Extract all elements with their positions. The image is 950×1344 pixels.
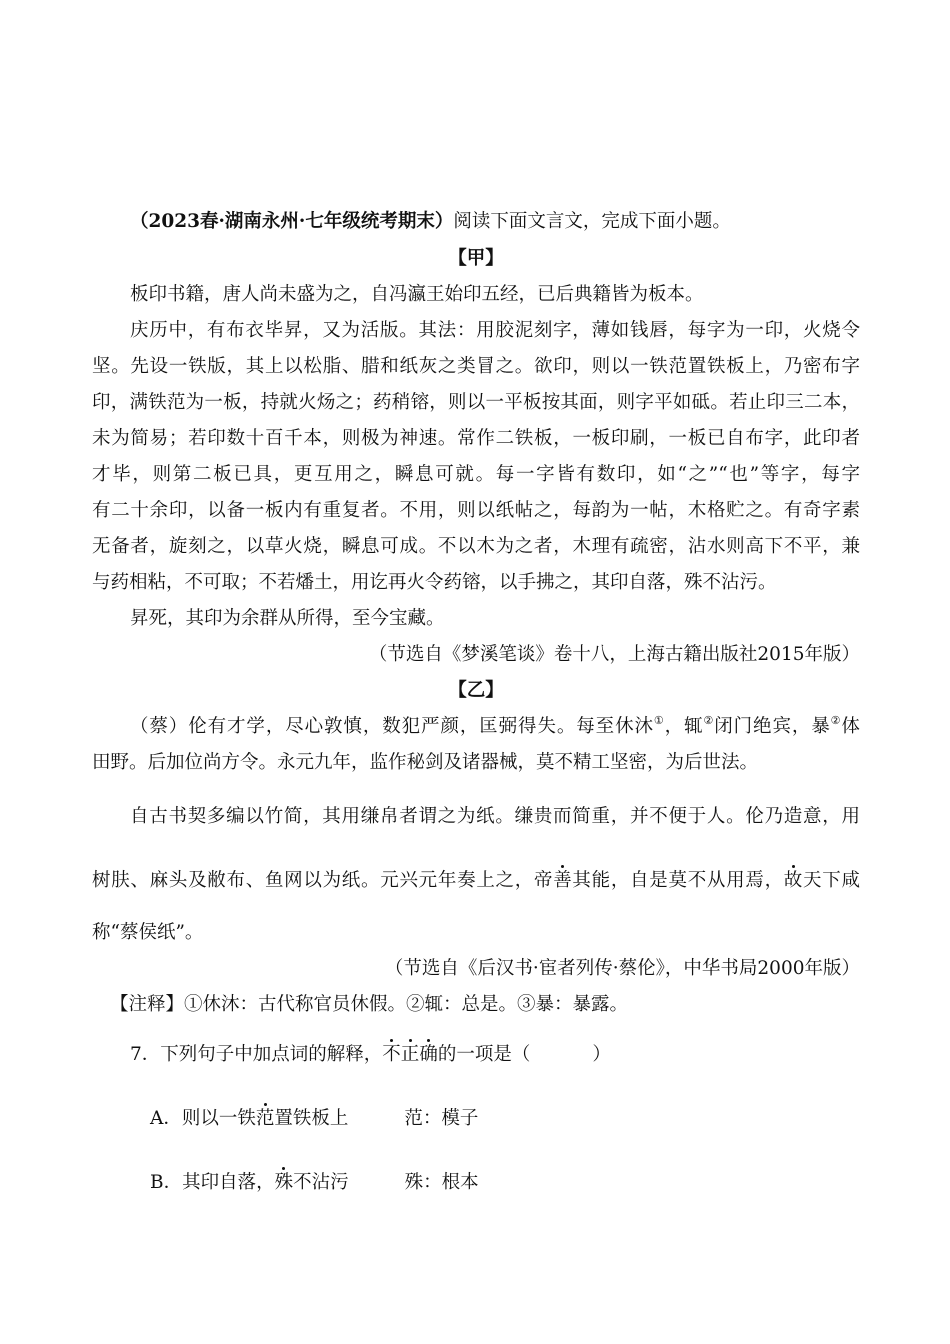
dotted-word: 范 <box>255 1108 275 1129</box>
question-header <box>130 209 860 235</box>
option-letter: A． <box>150 1108 182 1129</box>
passage-a-line: 有二十余印，以备一板内有重复者。不用，则以纸帖之，每韵为一帖，木格贮之。有奇字素 <box>92 500 860 521</box>
passage-a-line: 才毕，则第二板已具，更互用之，瞬息可就。每一字皆有数印，如“之”“也”等字，每字 <box>92 464 860 485</box>
passage-a-line: 坚。先设一铁版，其上以松脂、腊和纸灰之类冒之。欲印，则以一铁范置铁板上，乃密布字 <box>92 356 860 377</box>
dotted-word: 确 <box>419 1044 438 1065</box>
dotted-word: 故 <box>783 870 804 891</box>
passage-b-text: 其能，自是莫不从用焉， <box>572 870 784 891</box>
footnote-marker: ① <box>653 714 665 727</box>
option-letter: B． <box>150 1172 183 1193</box>
passage-a-line: 印，满铁范为一板，持就火炀之；药稍镕，则以一平板按其面，则字平如砥。若止印三二本， <box>92 392 860 413</box>
dotted-word: 殊 <box>274 1172 294 1193</box>
passage-b-text: ，辄 <box>664 716 704 737</box>
passage-b-line: 田野。后加位尚方令。永元九年，监作秘剑及诸器械，莫不精工坚密，为后世法。 <box>92 752 759 773</box>
footnote-marker: ② <box>830 714 842 727</box>
footnote-marker: ② <box>703 714 715 727</box>
dotted-word: 善 <box>553 870 573 891</box>
passage-b-line <box>92 868 860 894</box>
question-text: 的一项是（ <box>437 1044 531 1065</box>
passage-b-line: 称“蔡侯纸”。 <box>92 922 204 943</box>
question-stem <box>130 1042 860 1068</box>
passage-b-line <box>130 714 860 740</box>
passage-a-line: 与药相粘，不可取；不若燔土，用讫再火令药镕，以手拂之，其印自落，殊不沾污。 <box>92 572 777 593</box>
passage-a-line: 昇死，其印为余群从所得，至今宝藏。 <box>130 608 445 629</box>
dotted-word: 正 <box>400 1044 420 1065</box>
question-text: 7．下列句子中加点词的解释， <box>130 1044 383 1065</box>
option-a[interactable] <box>150 1106 850 1132</box>
option-gloss: 范：模子 <box>404 1108 479 1129</box>
option-b[interactable] <box>150 1170 850 1196</box>
option-gloss: 殊：根本 <box>404 1172 479 1193</box>
passage-a-line: 未为简易；若印数十百千本，则极为神速。常作二铁板，一板印刷，一板已自布字，此印者 <box>92 428 860 449</box>
passage-a-line: 无备者，旋刻之，以草火烧，瞬息可成。不以木为之者，木理有疏密，沾水则高下不平，兼 <box>92 536 860 557</box>
passage-b-text: 天下咸 <box>803 870 860 891</box>
passage-b-text: 树肤、麻头及敝布、鱼网以为纸。元兴元年奏上之，帝 <box>92 870 554 891</box>
instruction-text: 阅读下面文言文，完成下面小题。 <box>453 211 731 232</box>
dotted-word: 不 <box>382 1044 401 1065</box>
annotation-notes: 【注释】①休沐：古代称官员休假。②辄：总是。③暴：暴露。 <box>110 994 629 1015</box>
option-text: 其印自落， <box>182 1172 275 1193</box>
passage-b-source: （节选自《后汉书·宦者列传·蔡伦》，中华书局2000年版） <box>384 958 860 979</box>
heading-yi: 【乙】 <box>448 680 504 701</box>
option-text: 则以一铁 <box>181 1108 256 1129</box>
passage-b-text: （蔡）伦有才学，尽心敦慎，数犯严颜，匡弼得失。每至休沐 <box>130 716 654 737</box>
passage-b-text: 闭门绝宾，暴 <box>714 716 831 737</box>
source-tag: （2023春·湖南永州·七年级统考期末） <box>130 211 454 232</box>
passage-b-text: 体 <box>841 716 860 737</box>
passage-b-line: 自古书契多编以竹简，其用缣帛者谓之为纸。缣贵而简重，并不便于人。伦乃造意，用 <box>130 806 860 827</box>
passage-a-line: 庆历中，有布衣毕昇，又为活版。其法：用胶泥刻字，薄如钱唇，每字为一印，火烧令 <box>130 320 860 341</box>
heading-jia: 【甲】 <box>448 248 504 269</box>
option-text: 不沾污 <box>293 1172 349 1193</box>
option-text: 置铁板上 <box>274 1108 349 1129</box>
passage-a-line: 板印书籍，唐人尚未盛为之，自冯瀛王始印五经，已后典籍皆为板本。 <box>130 284 704 305</box>
question-text: ） <box>592 1044 611 1065</box>
passage-a-source: （节选自《梦溪笔谈》卷十八，上海古籍出版社2015年版） <box>368 644 860 665</box>
